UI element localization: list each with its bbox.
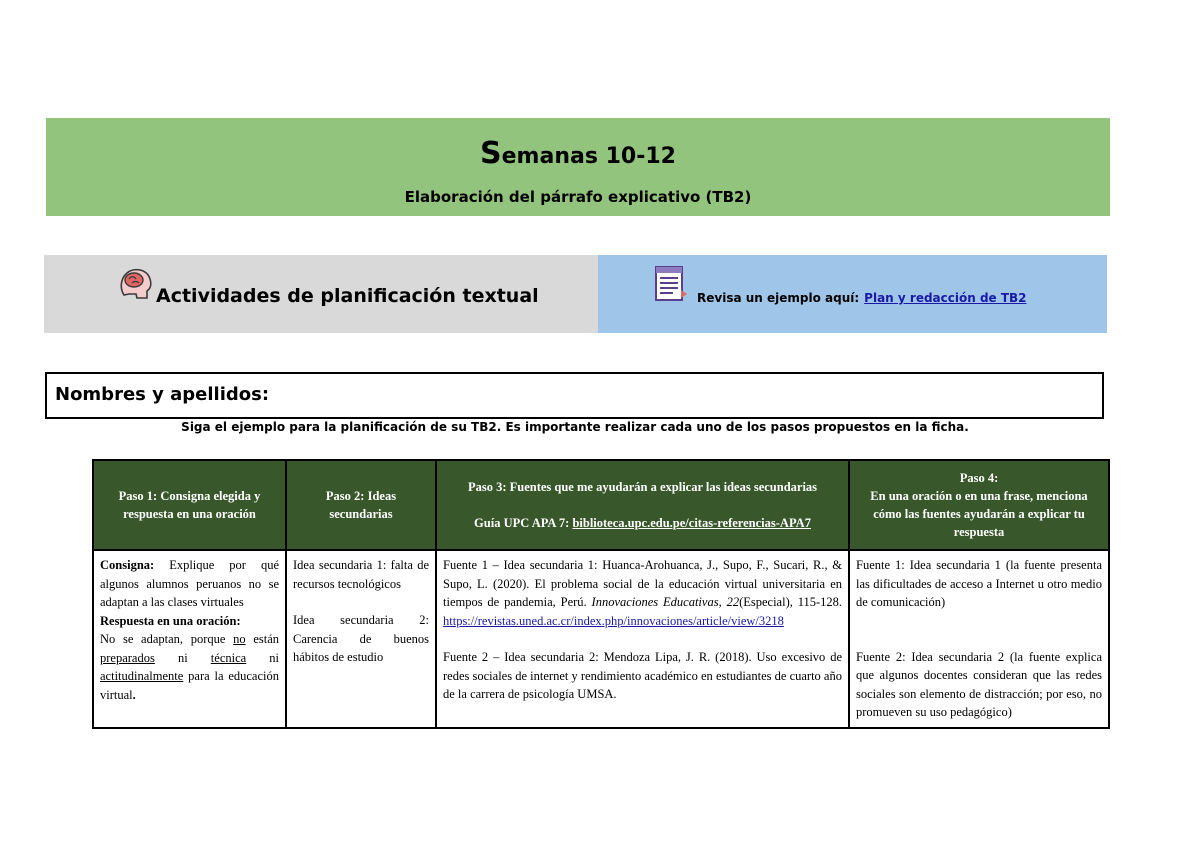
example-text	[697, 291, 1027, 305]
respuesta-actitudinalmente: actitudinalmente	[100, 669, 184, 683]
respuesta-preparados: preparados	[100, 650, 155, 665]
respuesta-text-3: ni	[177, 650, 188, 665]
respuesta-text-1: No se adaptan, porque	[100, 632, 226, 646]
header-paso-4	[849, 460, 1109, 550]
consigna-text: Explique por qué algunos alumnos peruanos no se adaptan a las clases virtuales	[100, 558, 280, 609]
fuente-1-rest: (Especial), 115-128.	[739, 595, 843, 609]
respuesta-end: .	[132, 687, 136, 702]
cell-consigna[interactable]	[93, 550, 286, 728]
idea-secundaria-1: Idea secundaria 1: falta de recursos tecnológicos	[293, 558, 429, 591]
paso-4-title: Paso 4:	[959, 471, 999, 485]
cell-fuentes[interactable]	[436, 550, 849, 728]
explicacion-fuente-1: Fuente 1: Idea secundaria 1 (la fuente presenta las dificultades de acceso a Internet u otro medio de comunicación)	[856, 558, 1102, 609]
respuesta-tecnica: técnica	[210, 650, 247, 665]
table-row	[93, 550, 1109, 728]
header-paso-3	[436, 460, 849, 550]
example-link[interactable]: Plan y redacción de TB2	[864, 291, 1027, 305]
example-prefix: Revisa un ejemplo aquí:	[697, 291, 860, 305]
planning-table	[92, 459, 1110, 729]
respuesta-text-5: para la educación virtual	[100, 669, 279, 702]
names-field[interactable]	[45, 372, 1104, 419]
page-subtitle: Elaboración del párrafo explicativo (TB2)	[404, 188, 752, 206]
fuente-1-link[interactable]: https://revistas.uned.ac.cr/index.php/innovaciones/article/view/3218	[443, 613, 784, 628]
explicacion-fuente-2: Fuente 2: Idea secundaria 2 (la fuente explica que algunos docentes consideran que las redes sociales son elemento de distracción; por eso, no promueven su uso pedagógico)	[856, 649, 1102, 719]
table-header-row	[93, 460, 1109, 550]
apa-guide-link[interactable]: biblioteca.upc.edu.pe/citas-referencias-APA7	[572, 516, 811, 530]
page-title	[46, 136, 1110, 171]
paso-4-text: En una oración o en una frase, menciona cómo las fuentes ayudarán a explicar tu respuesta	[870, 489, 1088, 539]
title-rest: emanas 10-12	[501, 144, 676, 169]
activities-panel	[44, 255, 598, 333]
idea-secundaria-2: Idea secundaria 2: Carencia de buenos hábitos de estudio	[293, 613, 429, 664]
brain-head-icon	[117, 265, 155, 303]
cell-explicacion[interactable]	[849, 550, 1109, 728]
apa-guide	[445, 514, 840, 532]
fuente-1-journal: Innovaciones Educativas	[591, 595, 719, 609]
cell-ideas[interactable]	[286, 550, 436, 728]
example-panel	[598, 255, 1107, 333]
document-icon	[653, 264, 689, 304]
fuente-1-sep: ,	[718, 595, 722, 609]
fuente-1-volume: 22	[726, 595, 740, 609]
fuente-2: Fuente 2 – Idea secundaria 2: Mendoza Lipa, J. R. (2018). Uso excesivo de redes sociales de internet y rendimiento académico en estudiantes de cuarto año de la carrera de psicología UMSA.	[443, 650, 842, 701]
activities-title: Actividades de planificación textual	[156, 285, 539, 307]
fuente-1	[443, 556, 842, 630]
respuesta-no: no	[233, 632, 246, 646]
title-initial: S	[480, 136, 502, 171]
names-label: Nombres y apellidos:	[55, 384, 270, 405]
respuesta-text-2: están	[253, 632, 279, 646]
instructions: Siga el ejemplo para la planificación de su TB2. Es importante realizar cada uno de los pasos propuestos en la ficha.	[181, 420, 969, 434]
respuesta-label: Respuesta en una oración:	[100, 613, 241, 628]
apa-guide-label: Guía UPC APA 7:	[474, 516, 570, 530]
paso-3-title: Paso 3: Fuentes que me ayudarán a explicar las ideas secundarias	[467, 480, 818, 494]
consigna-label: Consigna:	[100, 558, 155, 572]
respuesta-text-4: ni	[269, 650, 280, 665]
header-band	[46, 118, 1110, 216]
fuente-1-text: Fuente 1 – Idea secundaria 1: Huanca-Arohuanca, J., Supo, F., Sucari, R., & Supo, L. (2020). El problema social de la educación virtual universitaria en tiempos de pandemia, Perú.	[443, 558, 842, 609]
header-paso-2: Paso 2: Ideas secundarias	[286, 460, 436, 550]
header-paso-1: Paso 1: Consigna elegida y respuesta en una oración	[93, 460, 286, 550]
